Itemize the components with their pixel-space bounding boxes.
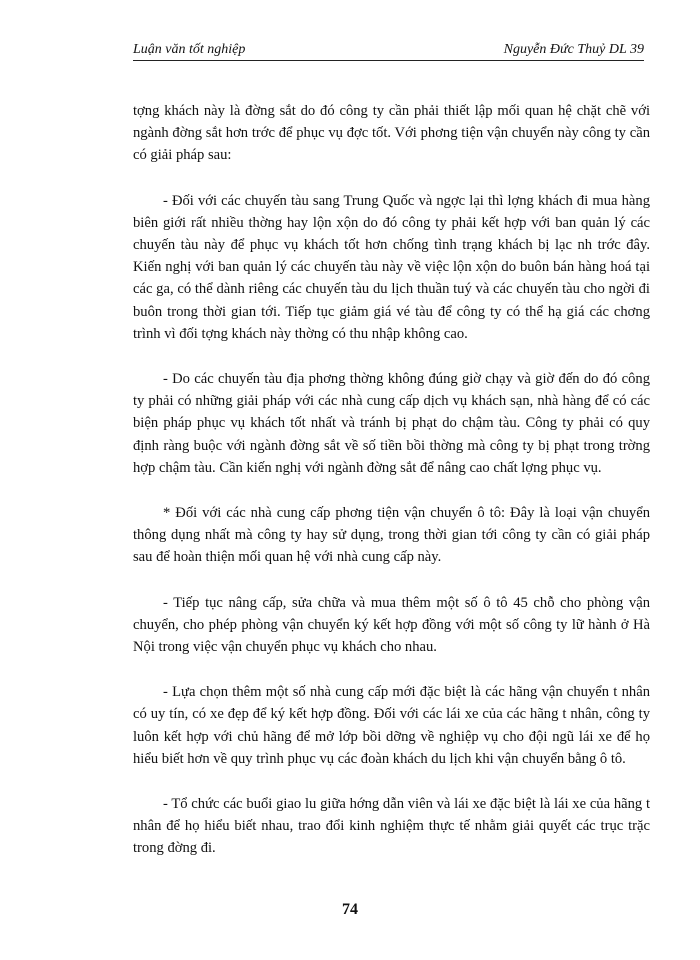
header-thesis-title: Luận văn tốt nghiệp xyxy=(133,42,246,57)
document-body xyxy=(133,100,650,860)
header-author: Nguyễn Đức Thuỷ DL 39 xyxy=(503,42,644,57)
paragraph-car-suppliers: * Đối với các nhà cung cấp phơng tiện vận chuyển ô tô: Đây là loại vận chuyển thông dụng nhất mà công ty hay sử dụng, trong thời gian tới công ty cần có giải pháp sau để hoàn thiện mối quan hệ với nhà cung cấp này. xyxy=(133,505,650,566)
page-header xyxy=(133,40,644,61)
paragraph-trains-china: - Đối với các chuyến tàu sang Trung Quốc và ngợc lại thì lợng khách đi mua hàng biên giới rất nhiều thờng hay lộn xộn do đó công ty phải kết hợp với ban quản lý các chuyến tàu này để phục vụ khách tốt hơn chống tình trạng khách bị lạc nh trớc đây. Kiến nghị với ban quản lý các chuyến tàu này về việc lộn xộn do buôn bán hàng hoá tại các ga, có thể dành riêng các chuyến tàu du lịch thuần tuý và các chuyến tàu cho ngời đi buôn trong thời gian tới. Tiếp tục giảm giá vé tàu để công ty có thể hạ giá các chơng trình vì đối tợng khách này thờng có thu nhập không cao. xyxy=(133,192,650,342)
paragraph-local-trains: - Do các chuyến tàu địa phơng thờng không đúng giờ chạy và giờ đến do đó công ty phải có những giải pháp với các nhà cung cấp dịch vụ khách sạn, nhà hàng để có các biện pháp phục vụ khách tốt nhất và tránh bị phạt do chậm tàu. Công ty phải có quy định ràng buộc với ngành đờng sắt về số tiền bồi thờng mà công ty bị phạt trong trờng hợp chậm tàu. Cần kiến nghị với ngành đờng sắt để nâng cao chất lợng phục vụ. xyxy=(133,371,650,476)
page-number: 74 xyxy=(342,901,358,918)
paragraph-upgrade-vehicles: - Tiếp tục nâng cấp, sửa chữa và mua thêm một số ô tô 45 chỗ cho phòng vận chuyển, cho phép phòng vận chuyển ký kết hợp đồng với một số công ty lữ hành ở Hà Nội trong việc vận chuyển phục vụ khách cho nhau. xyxy=(133,594,650,656)
paragraph-continuation: tợng khách này là đờng sắt do đó công ty cần phải thiết lập mối quan hệ chặt chẽ với ngành đờng sắt hơn trớc để phục vụ đợc tốt. Với phơng tiện vận chuyển này công ty cần có giải pháp sau: xyxy=(133,103,650,164)
paragraph-exchange-events: - Tổ chức các buổi giao lu giữa hớng dẫn viên và lái xe đặc biệt là lái xe của hãng t nhân để họ hiểu biết nhau, trao đổi kinh nghiệm thực tế nhằm giải quyết các trục trặc trong đờng đi. xyxy=(133,796,650,857)
paragraph-select-suppliers: - Lựa chọn thêm một số nhà cung cấp mới đặc biệt là các hãng vận chuyển t nhân có uy tín, có xe đẹp để ký kết hợp đồng. Đối với các lái xe của các hãng t nhân, công ty luôn kết hợp với chủ hãng để mở lớp bồi dỡng về nghiệp vụ cho đội ngũ lái xe để họ hiểu biết hơn về quy trình phục vụ các đoàn khách du lịch khi vận chuyển bằng ô tô. xyxy=(133,684,650,767)
